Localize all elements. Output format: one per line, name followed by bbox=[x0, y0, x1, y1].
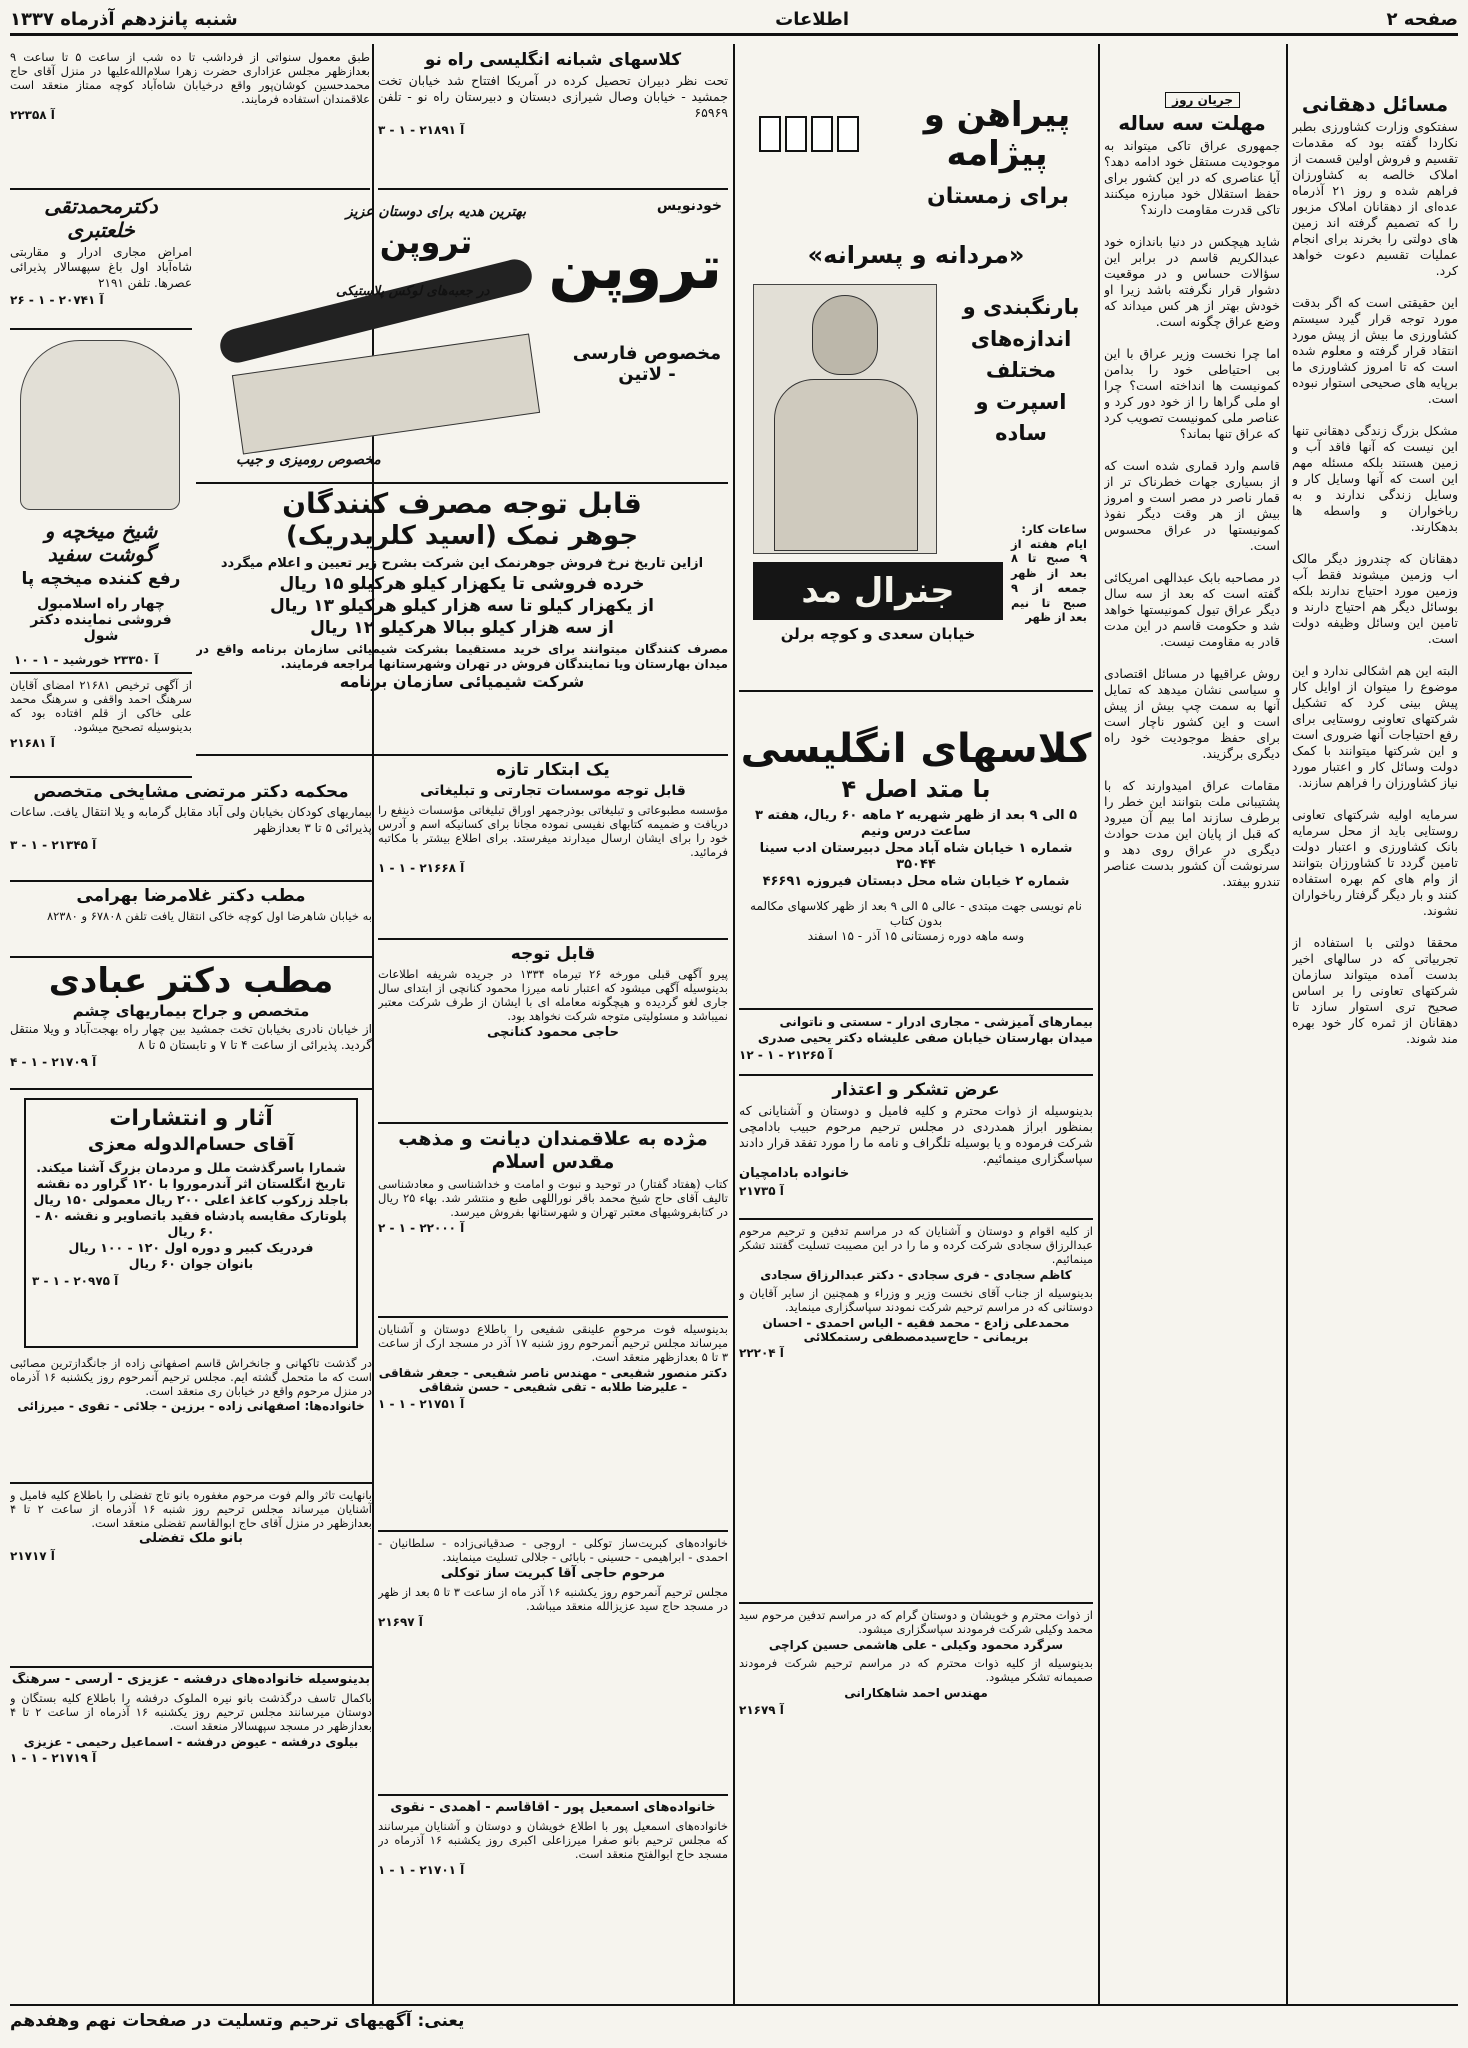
notice-text-2: بدینوسیله از جناب آقای نخست وزیر و وزراء و همچنین از سایر آقایان و دوستانی که در مراسم ترحیم شرکت نمودند سپاسگزاری مینماید. bbox=[739, 1285, 1093, 1314]
hours-text: ایام هفته از ۹ صبح تا ۸ بعد از ظهر جمعه از ۹ صبح تا نیم بعد از ظهر bbox=[1011, 536, 1087, 625]
ad-subtitle: برای زمستان bbox=[926, 184, 1069, 209]
notice-code: آ ۲۱۷۳۵ bbox=[739, 1184, 784, 1199]
notice-derafsheh bbox=[10, 1672, 372, 1996]
opening-hours bbox=[1011, 522, 1087, 625]
ad-text: رفع کننده میخچه پا bbox=[21, 569, 181, 589]
notice-title: یک ابتکار تازه bbox=[496, 760, 610, 780]
ad-title: پیراهن و پیژامه bbox=[923, 95, 1071, 175]
notice-text: طبق معمول سنواتی از فرداشب تا ده شب از ساعت ۵ تا ساعت ۹ بعدازظهر مجلس عزاداری حضرت زهرا سلام‌الله‌علیها در منزل آقای حاج محمدحسین کوشان‌پور واقع درخیابان شاه‌آباد کوچه ممتاز منعقد است علاقمندان استفاده فرمایند. bbox=[10, 50, 370, 107]
notice-signature: خانواده بادامچیان bbox=[739, 1166, 850, 1182]
notice-thanks-sajjadi bbox=[739, 1224, 1093, 1604]
notice-title: قابل توجه bbox=[510, 944, 596, 964]
ad-hydrochloric-acid bbox=[196, 488, 728, 756]
ad-features: بارنگبندی و اندازه‌های مختلف اسپرت و ساده bbox=[962, 295, 1080, 445]
ad-title: کلاسهای شبانه انگلیسی راه نو bbox=[424, 50, 682, 70]
notice-title: عرض تشکر و اعتذار bbox=[832, 1080, 1000, 1100]
notice-attention bbox=[378, 944, 728, 1124]
ad-footer: مصرف کنندگان میتوانند برای خرید مستقیما بشرکت شیمیائی سازمان برنامه واقع در میدان بهارستان ویا نمایندگان فروش در تهران وشهرستانها مراجعه فرمایند. bbox=[196, 641, 728, 672]
notice-thanks-vakili bbox=[739, 1608, 1093, 2000]
ad-subtitle: آقای حسام‌الدوله معزی bbox=[87, 1134, 295, 1156]
notice-signature: بیلوی درفشه - عیوض درفشه - اسماعیل رحیمی - عزیزی bbox=[23, 1734, 359, 1749]
ad-code: آ ۲۳۳۵۰ خورشید - ۱ - ۱۰ bbox=[14, 652, 159, 667]
ad-text: تحت نظر دبیران تحصیل کرده در آمریکا افتتاح شد خیابان تخت جمشید - خیابان وصال شیرازی دبستان و دبیرستان راه نو - تلفن ۶۵۹۶۹ bbox=[378, 73, 728, 121]
ad-doctor-khalatbari bbox=[10, 194, 192, 330]
notice-title: خانواده‌های اسمعیل پور - آقاقاسم - آهمدی - نقوی bbox=[390, 1800, 716, 1815]
pen-script: مخصوص فارسی - لاتین bbox=[572, 343, 722, 385]
shirt-tag-icon bbox=[785, 116, 807, 152]
notice-code: آ ۲۱۷۱۹ - ۱ - ۱ bbox=[10, 1751, 97, 1766]
ad-title: محکمه دکتر مرتضی مشایخی متخصص bbox=[33, 782, 349, 802]
ad-address: خیابان سعدی و کوچه برلن bbox=[780, 625, 976, 643]
notice-signature: دکتر منصور شفیعی - مهندس ناصر شفیعی - جعفر شقاقی - علیرضا طلابه - تقی شفیعی - حسن شقاقی bbox=[378, 1366, 728, 1394]
notice-text: خانواده‌های کبریت‌ساز توکلی - اروجی - صدقیانی‌زاده - سلطانیان - احمدی - ابراهیمی - حسینی - بابائی - جلالی تسلیت مینمایند. bbox=[378, 1536, 728, 1565]
shirt-tags-graphic bbox=[759, 106, 879, 216]
ad-title: آثار و انتشارات bbox=[109, 1106, 273, 1131]
notice-tafazzoli bbox=[10, 1488, 372, 1668]
ad-title: دکترمحمدتقی خلعتبری bbox=[44, 194, 158, 242]
article-body: سفتکوی وزارت کشاورزی بطبر نکاردا گفته بود که مقدمات تقسیم و فروش اولین قسمت از املاک خالصه به کشاورزان فراهم شده و روز ۲۱ آذرماه عده‌ای از دهقانان املاک مزبور را که تصمیم گرفته اند زمین های دولتی را بخرند برای انجام عملیات تقسیم دعوت خواهد کرد. این حقیقتی است که اگر بدقت مورد توجه قرار گیرد سیستم کشاورزی ما بیش از پیش مورد انتقاد قرار گرفته و معلوم شده است که تا امروز کشاورزی ما برپایه های صحیحی استوار نبوده است. مشکل بزرگ زندگی دهقانی تنها این نیست که آنها فاقد آب و زمین هستند بلکه مسئله مهم این است که آنها وسایل کار و وسایل زندگی ندارند و به رباخواران و واسطه ها بدهکارند. دهقانان که چندروز دیگر مالک اب وزمین میشوند فقط آب وزمین مورد احتیاج ندارند بلکه بوسائل دیگر هم احتیاج دارند و تامین این وسائل وظیفه دولت است. البته این هم اشکالی ندارد و این موضوع را میتوان از اوایل کار پیش بینی کرد که تشکیل شرکتهای تعاونی روستایی برای رفع احتیاجات آنها ضروری است و این شرکتها میتوانند با کمک دولت وسائل کار و اعتبار مورد نیاز کشاورزان را فراهم سازند. سرمایه اولیه شرکتهای تعاونی روستایی باید از محل سرمایه بانک کشاورزی و اعتبار دولت تامین گردد تا کشاورزان بتوانند از وام های کم بهره استفاده کنند و بار دیگر گرفتار رباخواران نشوند. محققا دولتی با استفاده از تجربیاتی که در سالهای اخیر بدست آمده میتواند سازمان شرکتهای تعاونی را بر اساس صحیح تری استوار سازد تا دهقانان از ثمره کار خود بهره مند شوند. bbox=[1292, 119, 1458, 1046]
notice-text: از آگهی ترخیص ۲۱۶۸۱ امضای آقایان سرهنگ احمد واقفی و سرهنگ محمد علی خاکی از قلم افتاده بود که بدینوسیله تصحیح میشود. bbox=[10, 678, 192, 735]
ad-prices: خرده فروشی تا یکهزار کیلو هرکیلو ۱۵ ریال از یکهزار کیلو تا سه هزار کیلو هرکیلو ۱۳ ریال از سه هزار کیلو ببالا هرکیلو ۱۲ ریال bbox=[269, 573, 655, 638]
brand-logo: جنرال مد bbox=[753, 562, 1003, 620]
notice-code: آ ۲۲۳۵۸ bbox=[10, 108, 55, 123]
ad-corn-remover bbox=[10, 334, 192, 674]
ad-doctor-mashayekhi bbox=[10, 782, 372, 882]
head-shape bbox=[812, 295, 878, 375]
notice-code: آ ۲۲۰۰۰ - ۱ - ۲ bbox=[378, 1220, 465, 1235]
notice-text: خانواده‌های اسمعیل پور با اطلاع خویشان و دوستان و آشنایان میرسانند که مجلس ترحیم بانو صفرا میرزاعلی اکبری روز یکشنبه ۱۶ آذرماه در مسجد حاج ابوالفتح منعقد است. bbox=[378, 1818, 728, 1861]
notice-clinic bbox=[739, 1014, 1093, 1076]
notice-tavakoli bbox=[378, 1536, 728, 1796]
notice-text-2: مجلس ترحیم آنمرحوم روز یکشنبه ۱۶ آذر ماه از ساعت ۳ تا ۵ بعد از ظهر در مسجد حاج سید عزیزالله منعقد میباشد. bbox=[378, 1584, 728, 1613]
ad-code: آ ۲۱۷۰۹ - ۱ - ۴ bbox=[10, 1055, 97, 1070]
ad-company: شرکت شیمیائی سازمان برنامه bbox=[339, 671, 585, 691]
ad-doctor-bahrami bbox=[10, 886, 372, 958]
shirt-shape bbox=[774, 379, 918, 551]
notice-text: بدینوسیله از ذوات محترم و کلیه فامیل و دوستان و آشنایانی که بمنظور ابراز همدردی در مجلس ترحیم مرحوم حبیب بادامچی شرکت فرموده و یا بوسیله تلگراف و نامه ما را مورد تفقد قرار دادند سپاسگزاری مینمائیم. bbox=[739, 1103, 1093, 1167]
ad-title: مطب دکتر عبادی bbox=[48, 962, 334, 1001]
notice-text-2: بدینوسیله از کلیه ذوات محترم که در مراسم ترحیم شرکت فرمودند صمیمانه تشکر میشود. bbox=[739, 1655, 1093, 1684]
pen-maker: خودنویس bbox=[656, 198, 722, 214]
notice-signature: بانو ملک تفضلی bbox=[138, 1531, 244, 1547]
pen-slogan: بهترین هدیه برای دوستان عزیز bbox=[345, 204, 526, 220]
ad-intro: ازاین تاریخ نرخ فروش جوهرنمک این شرکت بشرح زیر تعیین و اعلام میگردد bbox=[220, 556, 704, 572]
bottom-rule bbox=[10, 2004, 1458, 2006]
ad-text: شمارا باسرگذشت ملل و مردمان بزرگ آشنا میکند. تاریخ انگلستان اثر آندرموروا با ۱۲۰ گراور ده نقشه باجلد زرکوب کاغذ اعلی ۲۰۰ ریال معمولی ۱۵۰ ریال پلوتارک مقایسه پادشاه فقید باتصاویر و نقشه ۸۰ - ۶۰ ریال فردریک کبیر و دوره اول ۱۲۰ - ۱۰۰ ریال بانوان جوان ۶۰ ریال bbox=[33, 1159, 349, 1271]
shirt-tag-icon bbox=[811, 116, 833, 152]
ad-code: آ ۲۰۹۷۵ - ۱ - ۳ bbox=[32, 1273, 119, 1288]
notice-text: مؤسسه مطبوعاتی و تبلیغاتی بوذرجمهر اوراق تبلیغاتی مؤسسات ذینفع را دریافت و ضمیمه کتابهای نفیسی نموده مجانا برای کسانیکه اسم و آدرس خود را برای ایشان ارسال میدارند میفرستد. برای اطلاع بیشتر با مکاتبه فرمائید. bbox=[378, 803, 728, 860]
notice-code: آ ۲۱۶۶۸ - ۱ - ۱ bbox=[378, 861, 465, 876]
ad-title: قابل توجه مصرف کنندگان bbox=[282, 488, 642, 520]
ad-text: امراض مجاری ادرار و مقاربتی شاه‌آباد اول باغ سپهسالار پذیرائی عصرها. تلفن ۲۱۹۱ bbox=[10, 245, 192, 290]
ad-footer: نام نویسی جهت مبتدی - عالی ۵ الی ۹ بعد از ظهر کلاسهای مکالمه بدون کتاب وسه ماهه دوره زمستانی ۱۵ آذر - ۱۵ اسفند bbox=[750, 898, 1082, 944]
notice-text: از ذوات محترم و خویشان و دوستان گرام که در مراسم تدفین مرحوم سید محمد وکیلی شرکت فرمودند سپاسگزاری میشود. bbox=[739, 1608, 1093, 1637]
notice-subtitle: قابل توجه موسسات تجارتی و تبلیغاتی bbox=[420, 783, 686, 800]
notice-title: بدینوسیله خانواده‌های درفشه - عزیزی - آرسی - سرهنگ bbox=[11, 1672, 371, 1687]
ad-title: کلاسهای انگلیسی bbox=[740, 726, 1092, 772]
notice-text: بدینوسیله فوت مرحوم علینقی شفیعی را باطلاع دوستان و آشنایان میرساند مجلس ترحیم آنمرحوم روز شنبه ۱۷ آذر در مسجد ارک از ساعت ۳ تا ۵ بعدازظهر منعقد است. bbox=[378, 1322, 728, 1365]
notice-correction bbox=[10, 678, 192, 778]
article-title: مسائل دهقانی bbox=[1301, 92, 1449, 116]
ad-english-classes bbox=[739, 696, 1093, 1010]
notice-code: آ ۲۱۶۷۹ bbox=[739, 1702, 784, 1717]
ad-tropen-pen bbox=[196, 194, 728, 484]
notice-code: آ ۲۱۷۵۱ - ۱ - ۱ bbox=[378, 1396, 465, 1411]
box-caption: در جعبه‌های لوکس پلاستیکی bbox=[336, 284, 490, 299]
notice-code: آ ۲۱۶۹۷ bbox=[378, 1615, 423, 1629]
foot-illustration bbox=[20, 340, 180, 510]
notice-text: بانهایت تاثر والم فوت مرحوم مغفوره بانو تاج تفضلی را باطلاع کلیه فامیل و آشنایان میرساند مجلس ترحیم روز شنبه ۱۶ آذرماه از ساعت ۲ تا ۴ بعدازظهر در منزل آقای حاج ابوالقاسم تفضلی منعقد است. bbox=[10, 1488, 372, 1531]
notice-new-initiative bbox=[378, 760, 728, 940]
notice-text: از کلیه اقوام و دوستان و آشنایان که در مراسم تدفین و ترحیم مرحوم عبدالرزاق سجادی شرکت کرده و ما را در این مصیبت تسلیت گفتند تشکر مینمائیم. bbox=[739, 1224, 1093, 1267]
article-three-year-deadline bbox=[1104, 92, 1280, 1997]
page-footer: یعنی: آگهیهای ترحیم وتسلیت در صفحات نهم وهفدهم bbox=[10, 2011, 465, 2031]
notice-code: آ ۲۱۶۸۱ bbox=[10, 736, 55, 751]
notice-esmailpour bbox=[378, 1800, 728, 1996]
notice-signature: سرگرد محمود وکیلی - علی هاشمی حسین کراچی bbox=[768, 1638, 1064, 1653]
notice-text: باکمال تاسف درگذشت بانو نیره الملوک درفشه را باطلاع کلیه بستگان و دوستان میرسانند مجلس ترحیم روز یکشنبه ۱۶ آذرماه از ساعت ۲ تا ۴ بعدازظهر در مسجد سپهسالار منعقد است. bbox=[10, 1690, 372, 1733]
pen-brand-small: تروپن bbox=[379, 223, 473, 261]
ad-title: شیخ میخچه و گوشت سفید bbox=[44, 519, 158, 566]
pen-brand: تروپن bbox=[548, 233, 722, 303]
notice-text: پیرو آگهی قبلی مورخه ۲۶ تیرماه ۱۳۳۴ در جریده شریفه اطلاعات بدینوسیله آگهی میشود که اعتبار نامه میرزا محمود کنانچی از ابتدای سال جاری لغو گردیده و هیچگونه معامله ای با ایشان از طرف شرکت معتبر نمیباشد و مسئولیتی متوجه شرکت نخواهد بود. bbox=[378, 967, 728, 1024]
paper-name: اطلاعات bbox=[775, 8, 850, 30]
ad-code: آ ۲۱۸۹۱ - ۱ - ۳ bbox=[378, 123, 465, 138]
notice-signature: خانواده‌ها: اصفهانی زاده - برزین - جلائی - تقوی - میرزائی bbox=[17, 1399, 365, 1414]
masthead bbox=[10, 6, 1458, 36]
page-number: صفحه ۲ bbox=[1386, 8, 1458, 30]
hours-title: ساعات کار: bbox=[1021, 522, 1087, 536]
article-rural-issues bbox=[1292, 92, 1458, 1997]
notice-text: بیمارهای آمیزشی - مجاری ادرار - سستی و ناتوانی میدان بهارستان خیابان صفی علیشاه دکتر یحیی صدری bbox=[757, 1014, 1093, 1045]
ad-doctor-ebadi bbox=[10, 962, 372, 1090]
notice-code: آ ۲۲۲۰۴ bbox=[739, 1346, 784, 1361]
ad-text: از خیابان نادری بخیابان تخت جمشید بین چهار راه بهجت‌آباد و ویلا منتقل گردید. پذیرائی از ساعت ۴ تا ۷ و تابستان ۵ تا ۸ bbox=[10, 1022, 372, 1052]
ad-code: آ ۲۰۷۴۱ - ۱ - ۲۶ bbox=[10, 293, 104, 308]
ad-general-mode-shirts bbox=[739, 92, 1093, 692]
notice-signature: کاظم سجادی - فری سجادی - دکتر عبدالرزاق سجادی bbox=[760, 1268, 1072, 1283]
man-in-shirt-illustration bbox=[753, 284, 937, 554]
notice-text: در گذشت تاکهانی و جانخراش قاسم اصفهانی زاده از جانگدازترین مصائبی است که ما متحمل گشته ایم. مجلس ترحیم آنمرحوم روز یکشنبه ۱۶ آذرماه در منزل مرحوم واقع در خیابان ری منعقد است. bbox=[10, 1356, 372, 1399]
ad-place: چهار راه اسلامبول فروشی نماینده دکتر شول bbox=[30, 596, 172, 645]
notice-title: مژده به علاقمندان دیانت و مذهب مقدس اسلام bbox=[398, 1128, 708, 1173]
shirt-tag-icon bbox=[759, 116, 781, 152]
article-title: مهلت سه ساله bbox=[1118, 111, 1266, 136]
notice-isfahanizadeh bbox=[10, 1356, 372, 1484]
ad-books-moazzi bbox=[24, 1098, 358, 1348]
notice-code: آ ۲۱۲۶۵ - ۱ - ۱۲ bbox=[739, 1048, 833, 1062]
ad-text: بیماریهای کودکان بخیابان ولی آباد مقابل گرمابه و یلا انتقال یافت. ساعات پذیرائی ۵ تا ۳ بعدازظهر bbox=[10, 805, 372, 835]
notice-thanks-badamchi bbox=[739, 1080, 1093, 1220]
notice-signature: مرحوم حاجی آقا کبریت ساز توکلی bbox=[440, 1566, 666, 1582]
ad-subtitle: با متد اصل ۴ bbox=[841, 775, 991, 803]
notice-signature-2: محمدعلی زادع - محمد فقیه - الیاس احمدی - احسان بریمانی - حاج‌سیدمصطفی رستمکلائی bbox=[762, 1315, 1070, 1344]
article-body: جمهوری عراق تاکی میتواند به موجودیت مستقل خود ادامه دهد؟ آیا عناصری که در این کشور برای حفظ استقلال خود مبارزه میکنند تاکی قدرت مقاومت دارند؟ شاید هیچکس در دنیا باندازه خود عبدالکریم قاسم در برابر این سؤالات حساس و در موقعیت دشوار قرار نگرفته باشد زیرا او خودش بهتر از هر کس میداند که وضع عراق چگونه است. اما چرا نخست وزیر عراق با این بی احتیاطی خود را بدامن کمونیست ها انداخته است؟ چرا او ملی گراها را از خود دور کرد و عناصر ملی کمونیست تصویب کرد که عراق تنها بماند؟ قاسم وارد قماری شده است که از بسیاری جهات خطرناک تر از قمار ناصر در مصر است و امروز بیش از هر وقت دیگر نفوذ کمونیستها در عراق محسوس است. در مصاحبه بابک عبدالهی امریکائی گفته است که بعد از سه سال دیگر عراق تیول کمونیستها خواهد شد و حکومت قاسم در این مدت قادر به مقاومت نیست. روش عراقیها در مسائل اقتصادی و سیاسی نشان میدهد که تمایل آنها به سمت چپ بیش از پیش است و این کشور ناچار است برای حفظ موجودیت خود راه دیگری برگزیند. مقامات عراق امیدوارند که با پشتیبانی ملت بتوانند این خطر را برطرف سازند اما بیم آن میرود که قبل از پایان این مدت حوادث دیگری در عراق روی دهد و سرنوشت آن کشور بدست عناصر تندرو بیفتد. bbox=[1104, 138, 1280, 890]
shirt-tag-icon bbox=[837, 116, 859, 152]
column-rule bbox=[733, 44, 735, 2004]
ad-text: به خیابان شاهرضا اول کوچه خاکی انتقال یافت تلفن ۶۷۸۰۸ و ۸۲۳۸۰ bbox=[46, 909, 372, 924]
ad-code: آ ۲۱۳۴۵ - ۱ - ۳ bbox=[10, 838, 97, 853]
ad-night-english bbox=[378, 50, 728, 190]
notice-shafiei bbox=[378, 1322, 728, 1532]
ad-title: مطب دکتر غلامرضا بهرامی bbox=[76, 886, 306, 906]
ad-tagline: «مردانه و پسرانه» bbox=[807, 241, 1025, 269]
ad-subtitle: جوهر نمک (اسید کلریدریک) bbox=[285, 521, 639, 552]
column-rule bbox=[1286, 44, 1288, 2004]
ad-subtitle: متخصص و جراح بیماریهای چشم bbox=[72, 1002, 310, 1021]
ad-lines: ۵ الی ۹ بعد از ظهر شهریه ۲ ماهه ۶۰ ریال، هفته ۳ ساعت درس ونیم شماره ۱ خیابان شاه آباد محل دبیرستان ادب سینا ۳۵۰۴۴ شماره ۲ خیابان شاه محل دبستان فیروزه ۴۶۶۹۱ bbox=[754, 807, 1078, 890]
notice-signature-2: مهندس احمد شاهکارانی bbox=[844, 1685, 988, 1700]
notice-code: آ ۲۱۷۰۱ - ۱ - ۱ bbox=[378, 1862, 465, 1877]
column-kicker: جریان روز bbox=[1165, 92, 1240, 108]
column-rule bbox=[1098, 44, 1100, 2004]
pen-pocket: مخصوص رومیزی و جیب bbox=[236, 452, 381, 468]
issue-date: شنبه پانزدهم آذرماه ۱۳۳۷ bbox=[10, 8, 238, 30]
notice-mourning-ceremony bbox=[10, 50, 370, 190]
notice-signature: حاجی محمود کنانچی bbox=[487, 1025, 619, 1041]
notice-religious-book bbox=[378, 1128, 728, 1318]
notice-text: کتاب (هفتاد گفتار) در توحید و نبوت و امامت و خداشناسی و معادشناسی تالیف آقای حاج شیخ محمد باقر نوراللهی طبع و منتشر شد. بهاء ۲۵ ریال در کتابفروشیهای معتبر تهران و شهرستانها بفروش میرسد. bbox=[378, 1176, 728, 1219]
notice-code: آ ۲۱۷۱۷ bbox=[10, 1548, 55, 1563]
